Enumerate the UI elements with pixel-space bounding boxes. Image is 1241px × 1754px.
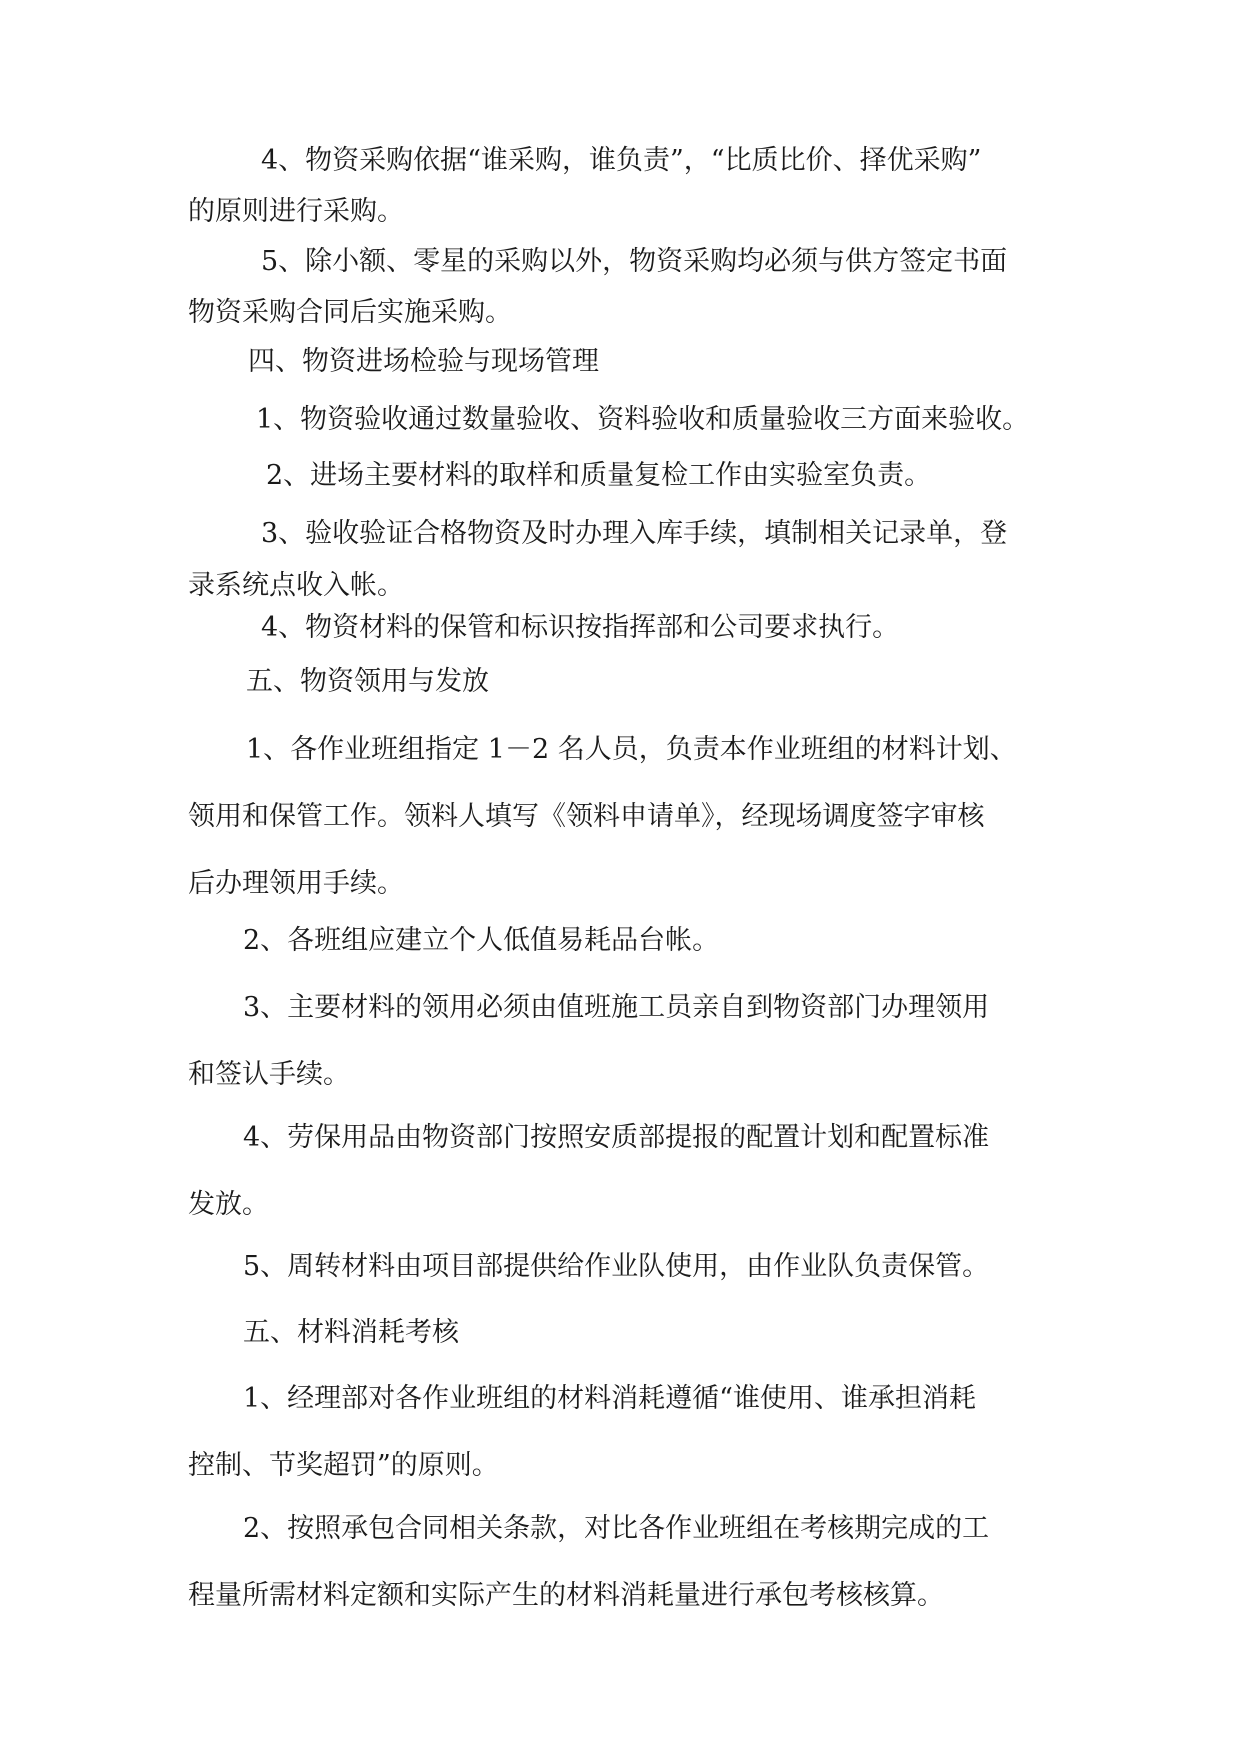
text-line: 和签认手续。 bbox=[188, 1059, 350, 1090]
text-line: 的原则进行采购。 bbox=[188, 196, 404, 227]
paragraph-issuing-1 bbox=[188, 734, 1068, 899]
paragraph-issuing-2 bbox=[188, 925, 1068, 956]
text-line: 程量所需材料定额和实际产生的材料消耗量进行承包考核核算。 bbox=[188, 1580, 944, 1611]
paragraph-issuing-4 bbox=[188, 1122, 1068, 1220]
text-line: 4、物资材料的保管和标识按指挥部和公司要求执行。 bbox=[261, 612, 900, 643]
text-line: 后办理领用手续。 bbox=[188, 868, 404, 899]
text-line: 4、劳保用品由物资部门按照安质部提报的配置计划和配置标准 bbox=[243, 1122, 990, 1153]
text-line: 3、主要材料的领用必须由值班施工员亲自到物资部门办理领用 bbox=[243, 992, 990, 1023]
text-line: 3、验收验证合格物资及时办理入库手续，填制相关记录单，登 bbox=[261, 518, 1008, 549]
text-line: 5、除小额、零星的采购以外，物资采购均必须与供方签定书面 bbox=[261, 246, 1008, 277]
paragraph-procurement-4 bbox=[188, 145, 1068, 227]
text-line: 4、物资采购依据“谁采购，谁负责”，“比质比价、择优采购” bbox=[261, 145, 982, 176]
section-heading-consumption: 五、材料消耗考核 bbox=[243, 1317, 459, 1348]
paragraph-issuing-5 bbox=[188, 1251, 1068, 1282]
text-line: 物资采购合同后实施采购。 bbox=[188, 297, 512, 328]
section-heading-inspection: 四、物资进场检验与现场管理 bbox=[248, 346, 599, 377]
paragraph-inspection-1 bbox=[188, 404, 1068, 435]
paragraph-consumption-2 bbox=[188, 1513, 1068, 1611]
text-line: 1、经理部对各作业班组的材料消耗遵循“谁使用、谁承担消耗 bbox=[243, 1383, 976, 1414]
text-line: 1、物资验收通过数量验收、资料验收和质量验收三方面来验收。 bbox=[256, 404, 1030, 435]
text-line: 2、进场主要材料的取样和质量复检工作由实验室负责。 bbox=[266, 460, 932, 491]
text-line: 录系统点收入帐。 bbox=[188, 570, 404, 601]
text-line: 1、各作业班组指定 1－2 名人员，负责本作业班组的材料计划、 bbox=[246, 734, 1017, 765]
paragraph-consumption-1 bbox=[188, 1383, 1068, 1481]
text-line: 发放。 bbox=[188, 1189, 269, 1220]
text-line: 2、各班组应建立个人低值易耗品台帐。 bbox=[243, 925, 720, 956]
section-heading-issuing: 五、物资领用与发放 bbox=[246, 666, 489, 697]
text-line: 2、按照承包合同相关条款，对比各作业班组在考核期完成的工 bbox=[243, 1513, 990, 1544]
paragraph-issuing-3 bbox=[188, 992, 1068, 1090]
text-line: 控制、节奖超罚”的原则。 bbox=[188, 1450, 499, 1481]
paragraph-inspection-4 bbox=[188, 612, 1068, 643]
paragraph-inspection-3 bbox=[188, 518, 1068, 601]
text-line: 5、周转材料由项目部提供给作业队使用，由作业队负责保管。 bbox=[243, 1251, 990, 1282]
text-line: 领用和保管工作。领料人填写《领料申请单》，经现场调度签字审核 bbox=[188, 801, 985, 832]
paragraph-inspection-2 bbox=[188, 460, 1068, 491]
paragraph-procurement-5 bbox=[188, 246, 1068, 328]
